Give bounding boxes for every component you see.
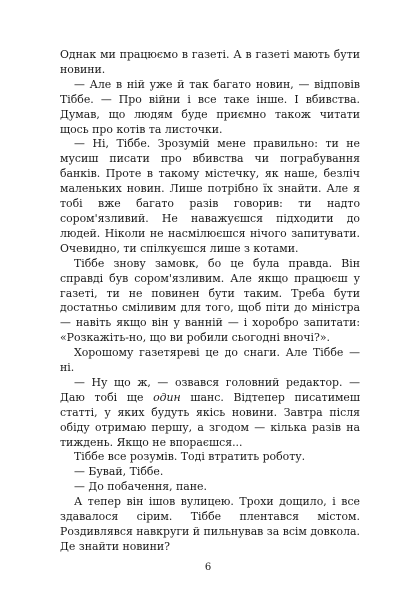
paragraph: А тепер він ішов вулицею. Трохи дощило, і все здавалося сірим. Тіббе плентався містом. Роздивлявся навкруги й пильнував за всім довкола. Де знайти новини? (60, 495, 360, 553)
paragraph: — До побачення, пане. (74, 480, 207, 494)
paragraph: — Ну що ж, — озвався головний редактор. — Даю тобі ще один шанс. Відтепер писатимеш статті, у яких будуть якісь новини. Завтра після обіду отримаю першу, а згодом — кілька разів на тиждень. Якщо не впораєшся... (60, 375, 360, 449)
paragraph: — Ні, Тіббе. Зрозумій мене правильно: ти не мусиш писати про вбивства чи пограбування банків. Проте в такому містечку, як наше, безліч маленьких новин. Лише потрібно їх знайти. Але я тобі вже багато разів говорив: ти надто сором'язливий. Не наважуєшся підходити до людей. Ніколи не насмілюєшся нічого запитувати. Очевидно, ти спілкуєшся лише з котами. (60, 137, 360, 255)
page-number: 6 (204, 562, 212, 573)
paragraph: Тіббе знову замовк, бо це була правда. Він справді був сором'язливим. Але якщо працюєш у газеті, ти не повинен бути таким. Треба бути достатньо сміливим для того, щоб піти до міністра — навіть якщо він у ванній — і хоробро запитати: «Розкажіть-но, що ви робили сьогодні вночі?». (60, 256, 360, 345)
paragraph: — Але в ній уже й так багато новин, — відповів Тіббе. — Про війни і все таке інше. І вбивства. Думав, що людям буде приємно також читати щось про котів та листочки. (60, 77, 360, 136)
paragraph: Тіббе все розумів. Тоді втратить роботу. (74, 450, 306, 464)
paragraph: — Бувай, Тіббе. (74, 465, 164, 479)
paragraph: Хорошому газетяреві це до снаги. Але Тіббе — ні. (60, 346, 360, 375)
paragraph: Однак ми працюємо в газеті. А в газеті мають бути новини. (60, 48, 360, 76)
page-body (60, 48, 360, 555)
